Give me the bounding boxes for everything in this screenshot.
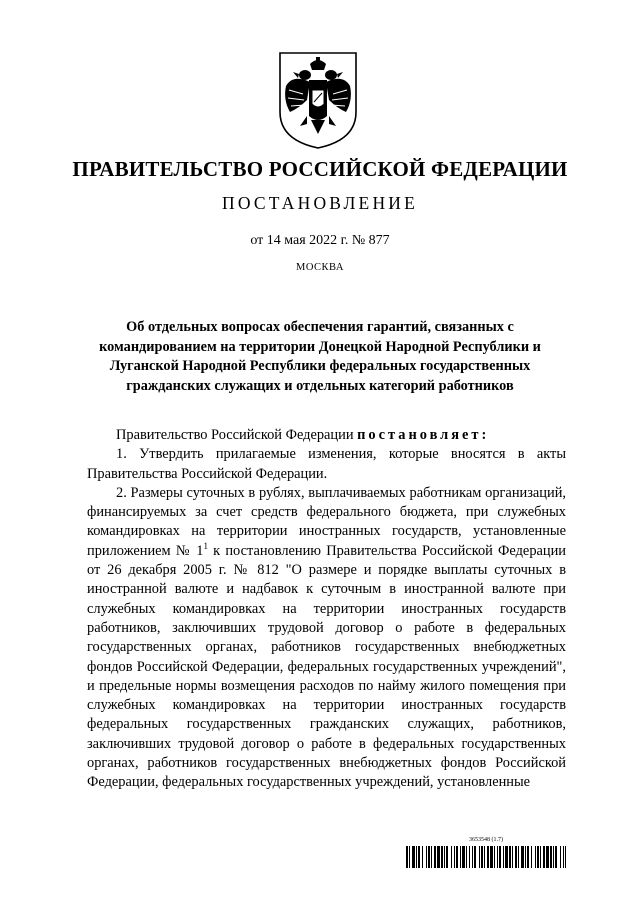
paragraph-2 (87, 484, 566, 793)
document-type: ПОСТАНОВЛЕНИЕ (221, 193, 419, 213)
paragraph-2-text-end: к постановлению Правительства Российской Федерации от 26 декабря 2005 г. № 812 "О размере и порядке выплаты суточных в иностранной валюте и надбавок к суточным в иностранной валюте при служебных командировках на территории иностранных государств работников, заключивших трудовой договор о работе в федеральных государственных органах, работников государственных внебюджетных фондов Российской Федерации, федеральных государственных учреждений", и предельные нормы возмещения расходов по найму жилого помещения при служебных командировках на территории иностранных государств федеральных государственных гражданских служащих, работников, заключивших трудовой договор о работе в федеральных государственных органах, работников государственных внебюджетных фондов Российской Федерации, федеральных государственных учреждений, установленные (87, 542, 567, 791)
government-title: ПРАВИТЕЛЬСТВО РОССИЙСКОЙ ФЕДЕРАЦИИ (72, 157, 568, 181)
document-subject (90, 318, 550, 396)
preamble-paragraph (87, 426, 566, 445)
subject-line: Луганской Народной Республики федеральных государственных (109, 358, 531, 374)
subject-line: гражданских служащих и отдельных категорий работников (126, 377, 514, 394)
subject-line: Об отдельных вопросах обеспечения гарантий, связанных с (126, 319, 514, 335)
paragraph-2-text-start: 2. Размеры суточных в рублях, выплачиваемых работникам организаций, финансируемых за счет средств федерального бюджета, при служебных командировках на территории иностранных государств, установленные приложением № 1 (87, 484, 566, 559)
footnote-marker: 1 (203, 540, 208, 551)
city: МОСКВА (296, 262, 344, 273)
paragraph-1: 1. Утвердить прилагаемые изменения, которые вносятся в акты Правительства Российской Федерации. (87, 446, 566, 482)
barcode-label: 3653548 (1.7) (469, 837, 503, 843)
subject-line: командированием на территории Донецкой Народной Республики и (99, 338, 541, 355)
coat-of-arms-icon (277, 50, 359, 150)
barcode-icon (406, 846, 566, 868)
decree-keyword: постановляет: (357, 427, 490, 443)
date-and-number: от 14 мая 2022 г. № 877 (250, 233, 390, 248)
document-body (87, 426, 566, 793)
preamble-text: Правительство Российской Федерации (116, 427, 358, 443)
